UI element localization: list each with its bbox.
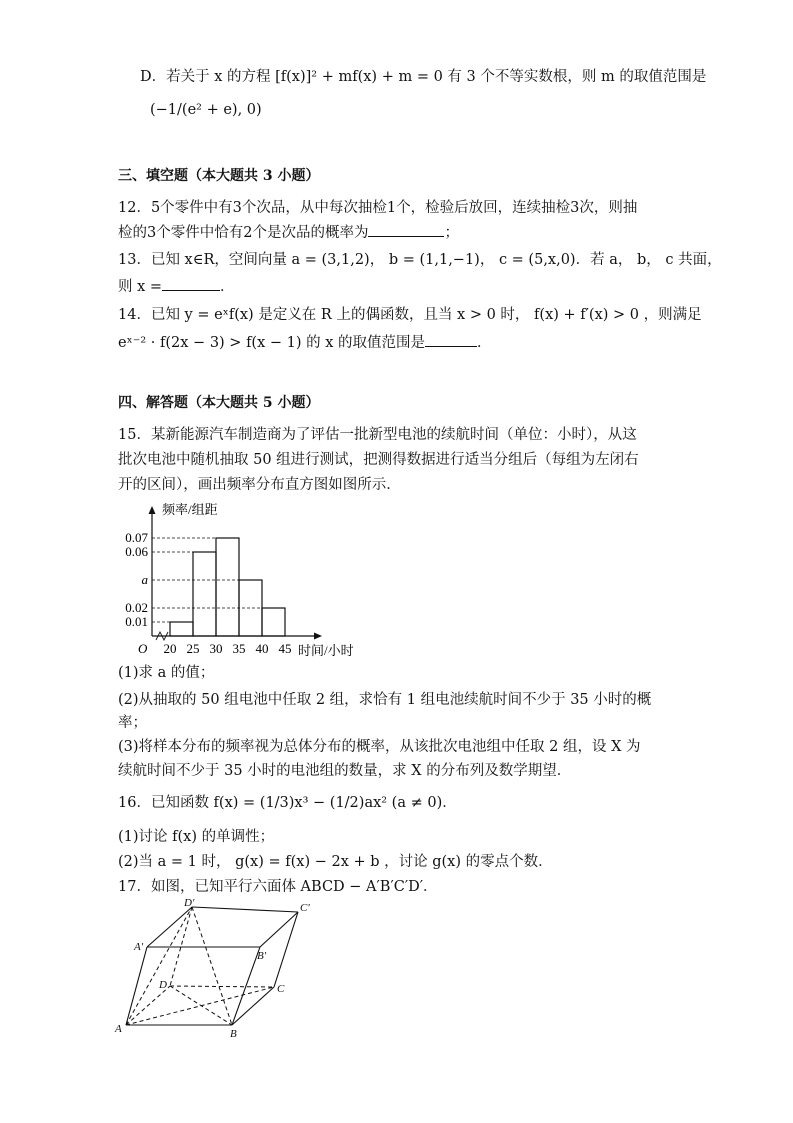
question-15-part1: (1)求 a 的值；: [118, 665, 215, 681]
section-answer-heading: 四、解答题（本大题共 5 小题）: [118, 395, 320, 411]
label-b-prime: B′: [257, 950, 267, 962]
question-13-line1: 13．已知 x∈R，空间向量 a = (3,1,2)， b = (1,1,−1)， c = (5,x,0)．若 a， b， c 共面，: [118, 252, 722, 268]
label-b: B: [230, 1028, 237, 1038]
answer-blank-13: [162, 276, 220, 291]
origin-label: O: [138, 641, 148, 656]
label-a: A: [115, 1023, 122, 1035]
frequency-histogram: [112, 500, 372, 662]
label-d: D: [159, 979, 167, 991]
question-15-line2: 批次电池中随机抽取 50 组进行测试，把测得数据进行适当分组后（每组为左闭右: [118, 452, 639, 468]
question-12-line1: 12．5个零件中有3个次品，从中每次抽检1个，检验后放回，连续抽检3次，则抽: [118, 200, 638, 216]
y-tick-label: 0.02: [125, 600, 148, 615]
x-tick-label: 20: [163, 641, 177, 656]
parallelepiped-figure: [112, 898, 322, 1038]
label-c: C: [277, 983, 285, 995]
y-axis-arrow: [149, 506, 156, 514]
x-tick-label: 40: [255, 641, 269, 656]
x-tick-label: 30: [209, 641, 223, 656]
y-tick-label: a: [141, 572, 148, 587]
label-c-prime: C′: [300, 902, 310, 914]
question-15-part3-line1: (3)将样本分布的频率视为总体分布的概率，从该批次电池组中任取 2 组，设 X 为: [118, 739, 641, 755]
question-15-part2-line2: 率；: [118, 715, 147, 731]
answer-blank-14: [425, 332, 477, 347]
question-14-text: eˣ⁻² · f(2x − 3) > f(x − 1) 的 x 的取值范围是: [118, 335, 426, 351]
question-16-part1: (1)讨论 f(x) 的单调性；: [118, 829, 275, 845]
question-14-end: ．: [477, 335, 492, 351]
question-15-part3-line2: 续航时间不少于 35 小时的电池组的数量，求 X 的分布列及数学期望．: [118, 763, 572, 779]
histogram-bar: [262, 608, 285, 636]
option-d-range: (−1/(e² + e), 0): [150, 102, 262, 118]
x-tick-label: 35: [232, 641, 246, 656]
histogram-bar: [193, 552, 216, 636]
x-axis-title: 时间/小时: [298, 643, 354, 658]
question-13-end: ．: [220, 279, 235, 295]
histogram-bar: [216, 538, 239, 636]
label-a-prime: A′: [134, 941, 144, 953]
question-14-line2: [118, 332, 492, 353]
option-d: D．若关于 x 的方程 [f(x)]² + mf(x) + m = 0 有 3 个不等实数根，则 m 的取值范围是: [140, 69, 707, 85]
y-axis-title: 频率/组距: [162, 502, 218, 517]
x-tick-label: 45: [278, 641, 292, 656]
question-12-line2: [118, 222, 459, 243]
x-axis-arrow: [314, 633, 322, 640]
y-tick-label: 0.07: [125, 530, 148, 545]
y-tick-label: 0.01: [125, 614, 148, 629]
axis-break: [156, 632, 168, 640]
x-tick-label: 25: [186, 641, 200, 656]
question-12-end: ；: [444, 225, 459, 241]
question-12-text: 检的3个零件中恰有2个是次品的概率为: [118, 225, 369, 241]
question-15-line3: 开的区间），画出频率分布直方图如图所示．: [118, 477, 401, 493]
question-16: 16．已知函数 f(x) = (1/3)x³ − (1/2)ax² (a ≠ 0)．: [118, 795, 457, 811]
y-tick-label: 0.06: [125, 544, 148, 559]
question-13-line2: [118, 276, 235, 297]
question-17: 17．如图，已知平行六面体 ABCD − A′B′C′D′．: [118, 879, 438, 895]
question-13-text: 则 x =: [118, 279, 163, 295]
section-fill-in-heading: 三、填空题（本大题共 3 小题）: [118, 168, 320, 184]
question-14-line1: 14．已知 y = eˣf(x) 是定义在 R 上的偶函数，且当 x > 0 时， f(x) + f′(x) > 0 ，则满足: [118, 307, 702, 323]
question-15-part2-line1: (2)从抽取的 50 组电池中任取 2 组，求恰有 1 组电池续航时间不少于 35 小时的概: [118, 692, 652, 708]
answer-blank-12: [368, 222, 444, 237]
question-16-part2: (2)当 a = 1 时， g(x) = f(x) − 2x + b ，讨论 g(x) 的零点个数．: [118, 854, 553, 870]
label-d-prime: D′: [184, 898, 195, 909]
question-15-line1: 15．某新能源汽车制造商为了评估一批新型电池的续航时间（单位：小时），从这: [118, 427, 637, 443]
histogram-bar: [170, 622, 193, 636]
